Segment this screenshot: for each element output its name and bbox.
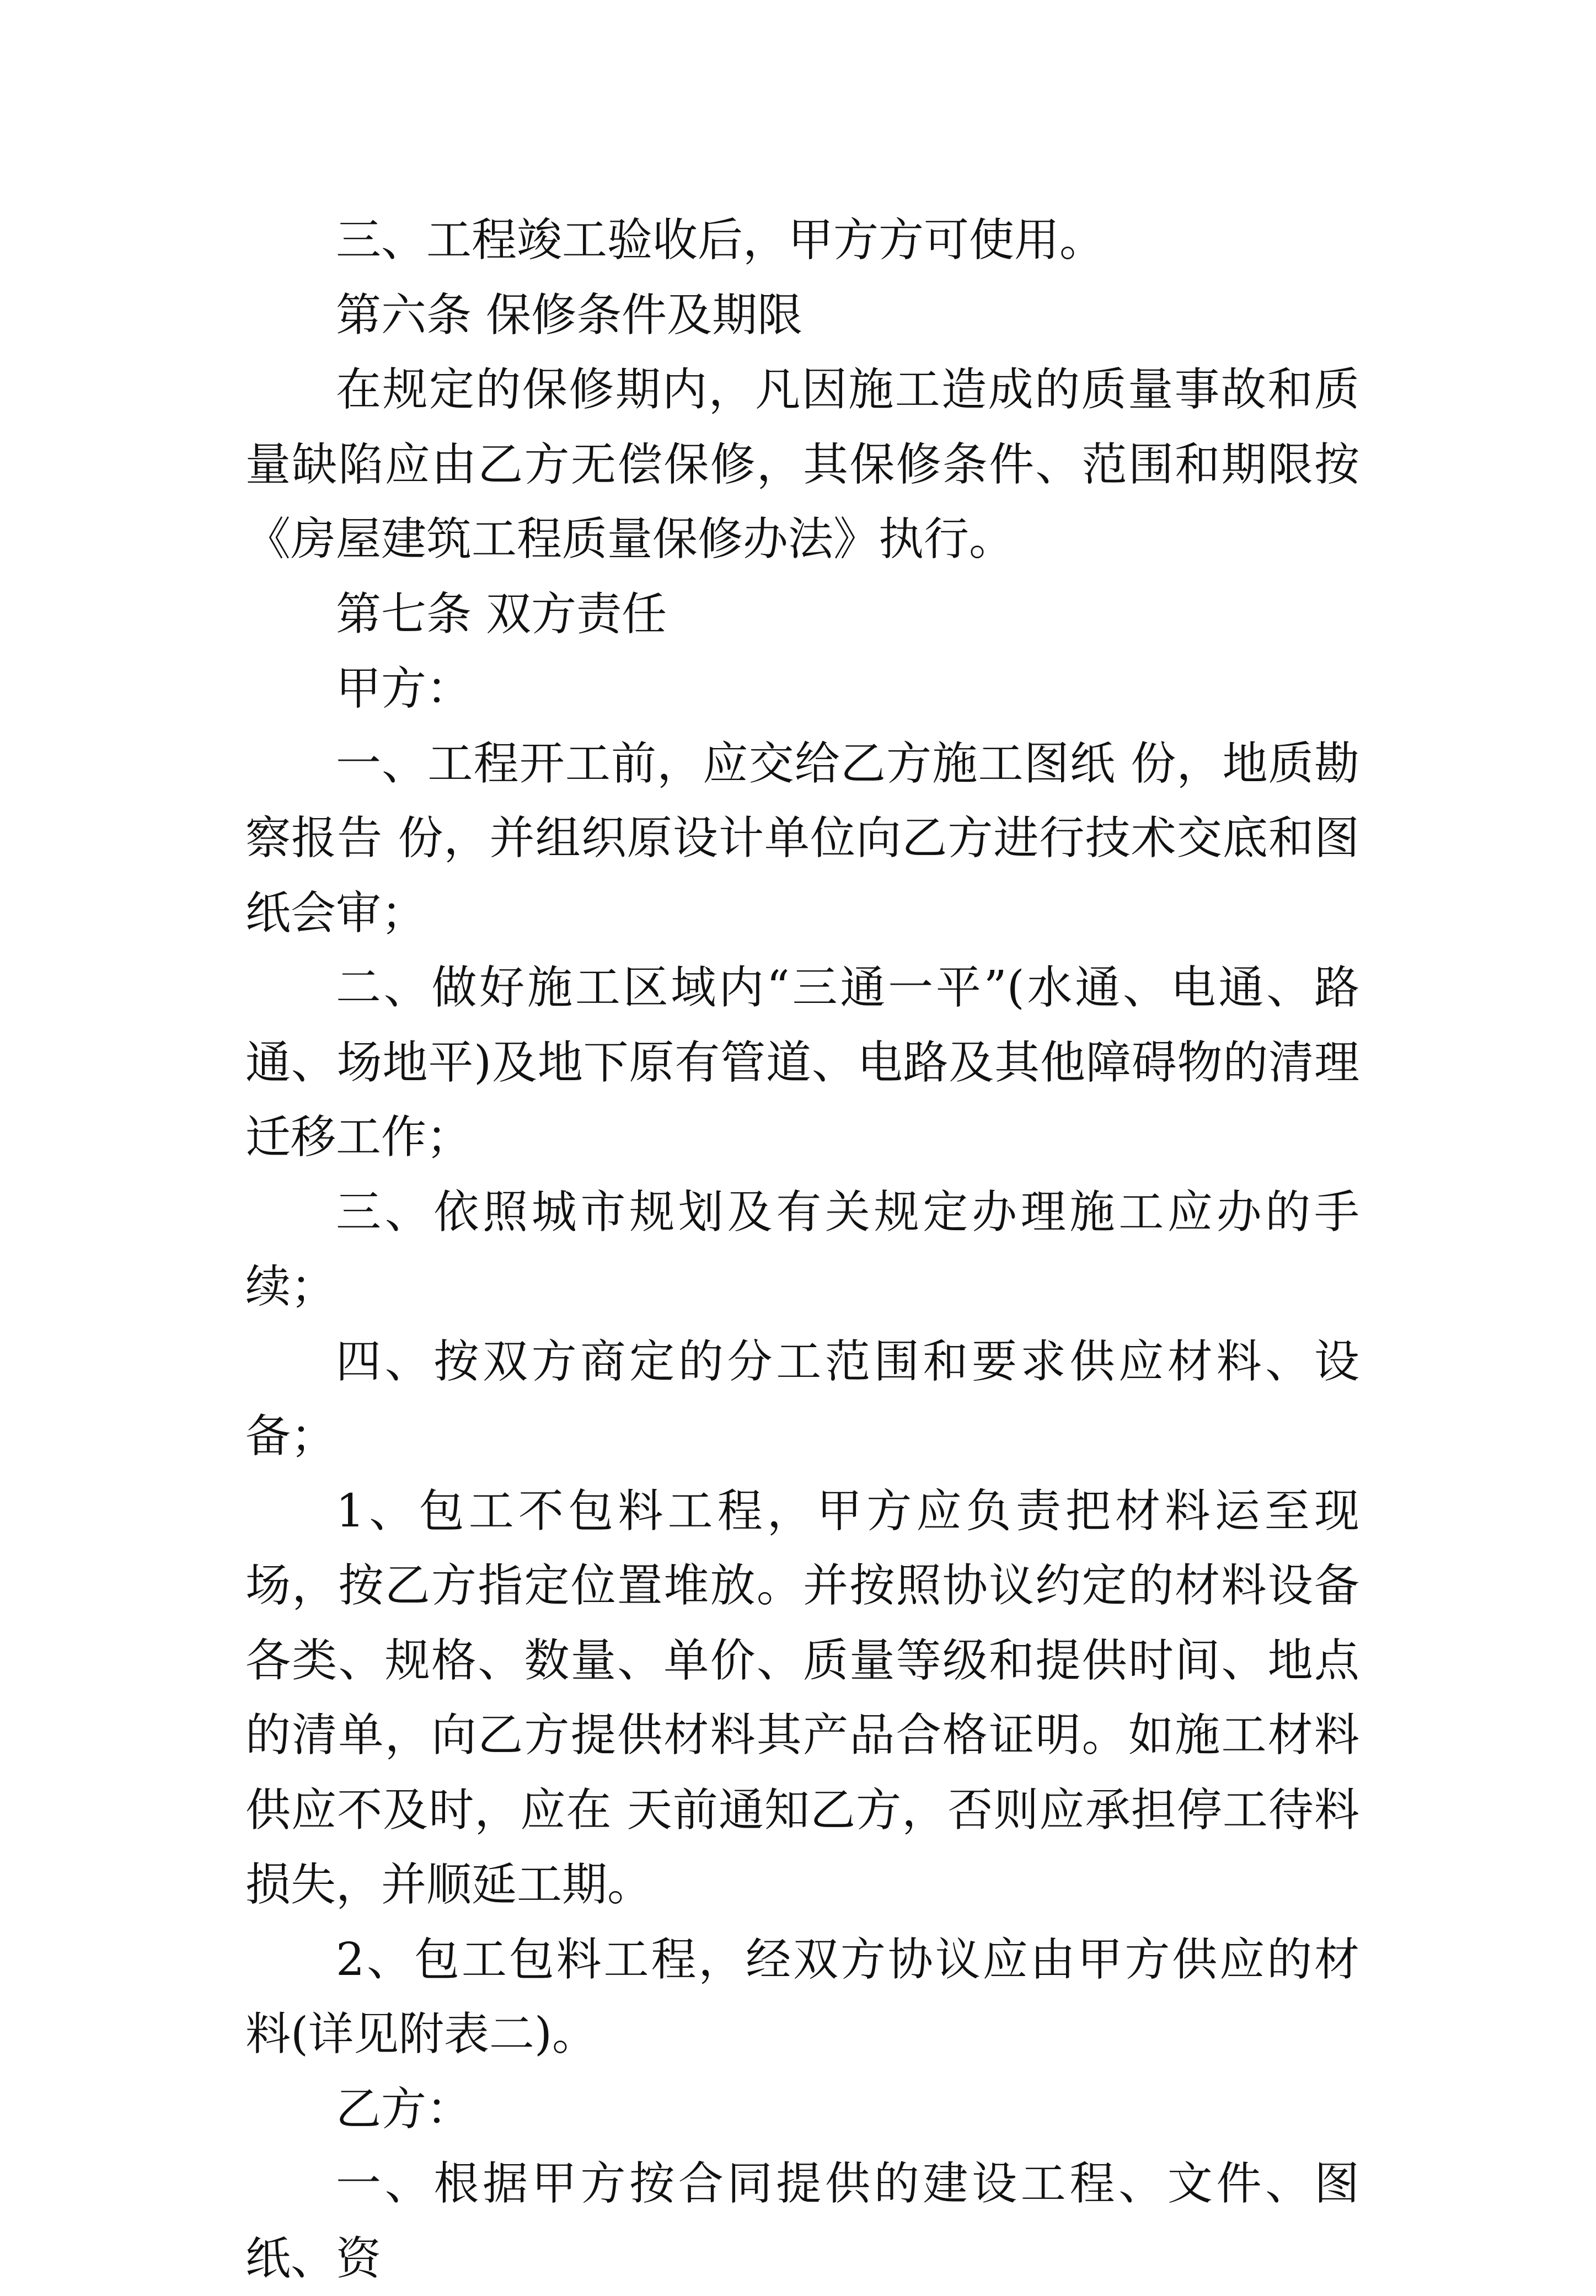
paragraph-completion-acceptance: 三、工程竣工验收后，甲方方可使用。 [336,214,1105,266]
party-b-label: 乙方： [336,2083,472,2135]
paragraph-party-a-item-3: 三、依照城市规划及有关规定办理施工应办的手续； [245,1186,1359,1313]
paragraph-party-a-item-2: 二、做好施工区域内“三通一平”(水通、电通、路通、场地平)及地下原有管道、电路及其他障碍物的清理迁移工作； [245,962,1359,1163]
document-body [245,203,1359,2296]
paragraph-party-a-item-4: 四、按双方商定的分工范围和要求供应材料、设备； [245,1335,1359,1462]
paragraph-warranty: 在规定的保修期内，凡因施工造成的质量事故和质量缺陷应由乙方无偿保修，其保修条件、范围和期限按《房屋建筑工程质量保修办法》执行。 [245,364,1359,565]
paragraph-sub-item-2: 2、包工包料工程，经双方协议应由甲方供应的材料(详见附表二)。 [245,1933,1359,2060]
party-a-label: 甲方： [336,663,472,715]
paragraph-sub-item-1: 1、包工不包料工程，甲方应负责把材料运至现场，按乙方指定位置堆放。并按照协议约定的材料设备各类、规格、数量、单价、质量等级和提供时间、地点的清单，向乙方提供材料其产品合格证明。如施工材料供应不及时，应在 天前通知乙方，否则应承担停工待料损失，并顺延工期。 [245,1485,1359,1911]
heading-article-6: 第六条 保修条件及期限 [336,289,803,341]
heading-article-7: 第七条 双方责任 [336,588,667,640]
paragraph-party-a-item-1: 一、工程开工前，应交给乙方施工图纸 份，地质勘察报告 份，并组织原设计单位向乙方进行技术交底和图纸会审； [245,737,1359,939]
paragraph-party-b-item-1: 一、根据甲方按合同提供的建设工程、文件、图纸、资 [245,2158,1359,2285]
